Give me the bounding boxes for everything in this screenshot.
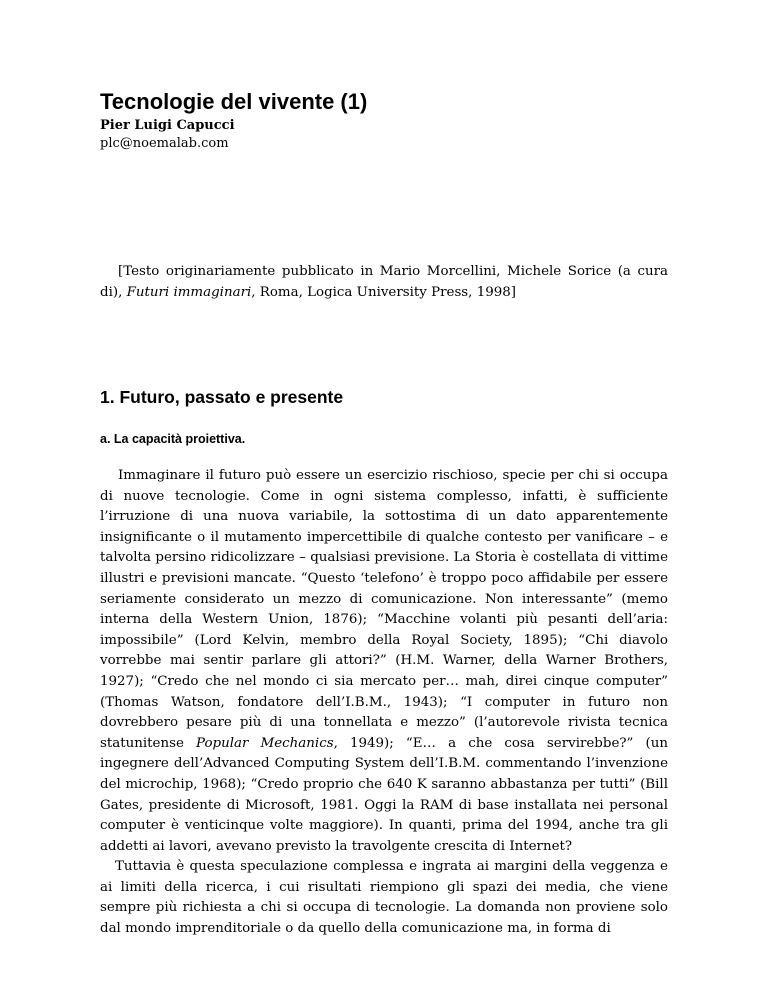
paragraph-text: , 1949); “E… a che cosa servirebbe?” (un ingegnere dell’Advanced Computing System dell’I.B.M. commentando l’invenzione del microchip, 1968); “Credo proprio che 640 K saranno abbastanza per tutti” (Bill Gates, presidente di Microsoft, 1981. Oggi la RAM di base installata nei personal computer è venticinque volte maggiore). In quanti, prima del 1994, anche tra gli addetti ai lavori, avevano previsto la travolgente crescita di Internet? xyxy=(100,735,669,854)
paragraph xyxy=(100,466,668,857)
publication-note-publisher: , Roma, Logica University Press, 1998] xyxy=(251,284,516,300)
author-name: Pier Luigi Capucci xyxy=(100,118,235,133)
publication-note-book-title: Futuri immaginari xyxy=(126,284,252,300)
body-text xyxy=(100,466,668,940)
author-email: plc@noemalab.com xyxy=(100,136,229,151)
document-title: Tecnologie del vivente (1) xyxy=(100,89,368,114)
publication-note-text: [Testo originariamente pubblicato in Mario Morcellini, Michele Sorice (a cura di), xyxy=(100,264,668,300)
magazine-title: Popular Mechanics xyxy=(196,735,334,751)
paragraph-text: Immaginare il futuro può essere un esercizio rischioso, specie per chi si occupa di nuove tecnologie. Come in ogni sistema complesso, infatti, è sufficiente l’irruzione di una nuova variabile, la sottostima di un dato apparentemente insignificante o il mutamento impercettibile di qualche contesto per vanificare – e talvolta persino ridicolizzare – qualsiasi previsione. La Storia è costellata di vittime illustri e previsioni mancate. “Questo ‘telefono’ è troppo poco affidabile per essere seriamente considerato un mezzo di comunicazione. Non interessante” (memo interna della Western Union, 1876); “Macchine volanti più pesanti dell’aria: impossibile” (Lord Kelvin, membro della Royal Society, 1895); “Chi diavolo vorrebbe mai sentir parlare gli attori?” (H.M. Warner, della Warner Brothers, 1927); “Credo che nel mondo ci sia mercato per… mah, direi cinque computer” (Thomas Watson, fondatore dell’I.B.M., 1943); “I computer in futuro non dovrebbero pesare più di una tonnellata e mezzo” (l’autorevole rivista tecnica statunitense xyxy=(100,468,668,751)
subsection-heading: a. La capacità proiettiva. xyxy=(100,432,246,446)
paragraph: Tuttavia è questa speculazione complessa e ingrata ai margini della veggenza e ai limiti della ricerca, i cui risultati riempiono gli spazi dei media, che viene sempre più richiesta a chi si occupa di tecnologie. La domanda non proviene solo dal mondo imprenditoriale o da quello della comunicazione ma, in forma di xyxy=(100,859,668,937)
section-heading: 1. Futuro, passato e presente xyxy=(100,387,344,407)
publication-note xyxy=(100,262,668,303)
